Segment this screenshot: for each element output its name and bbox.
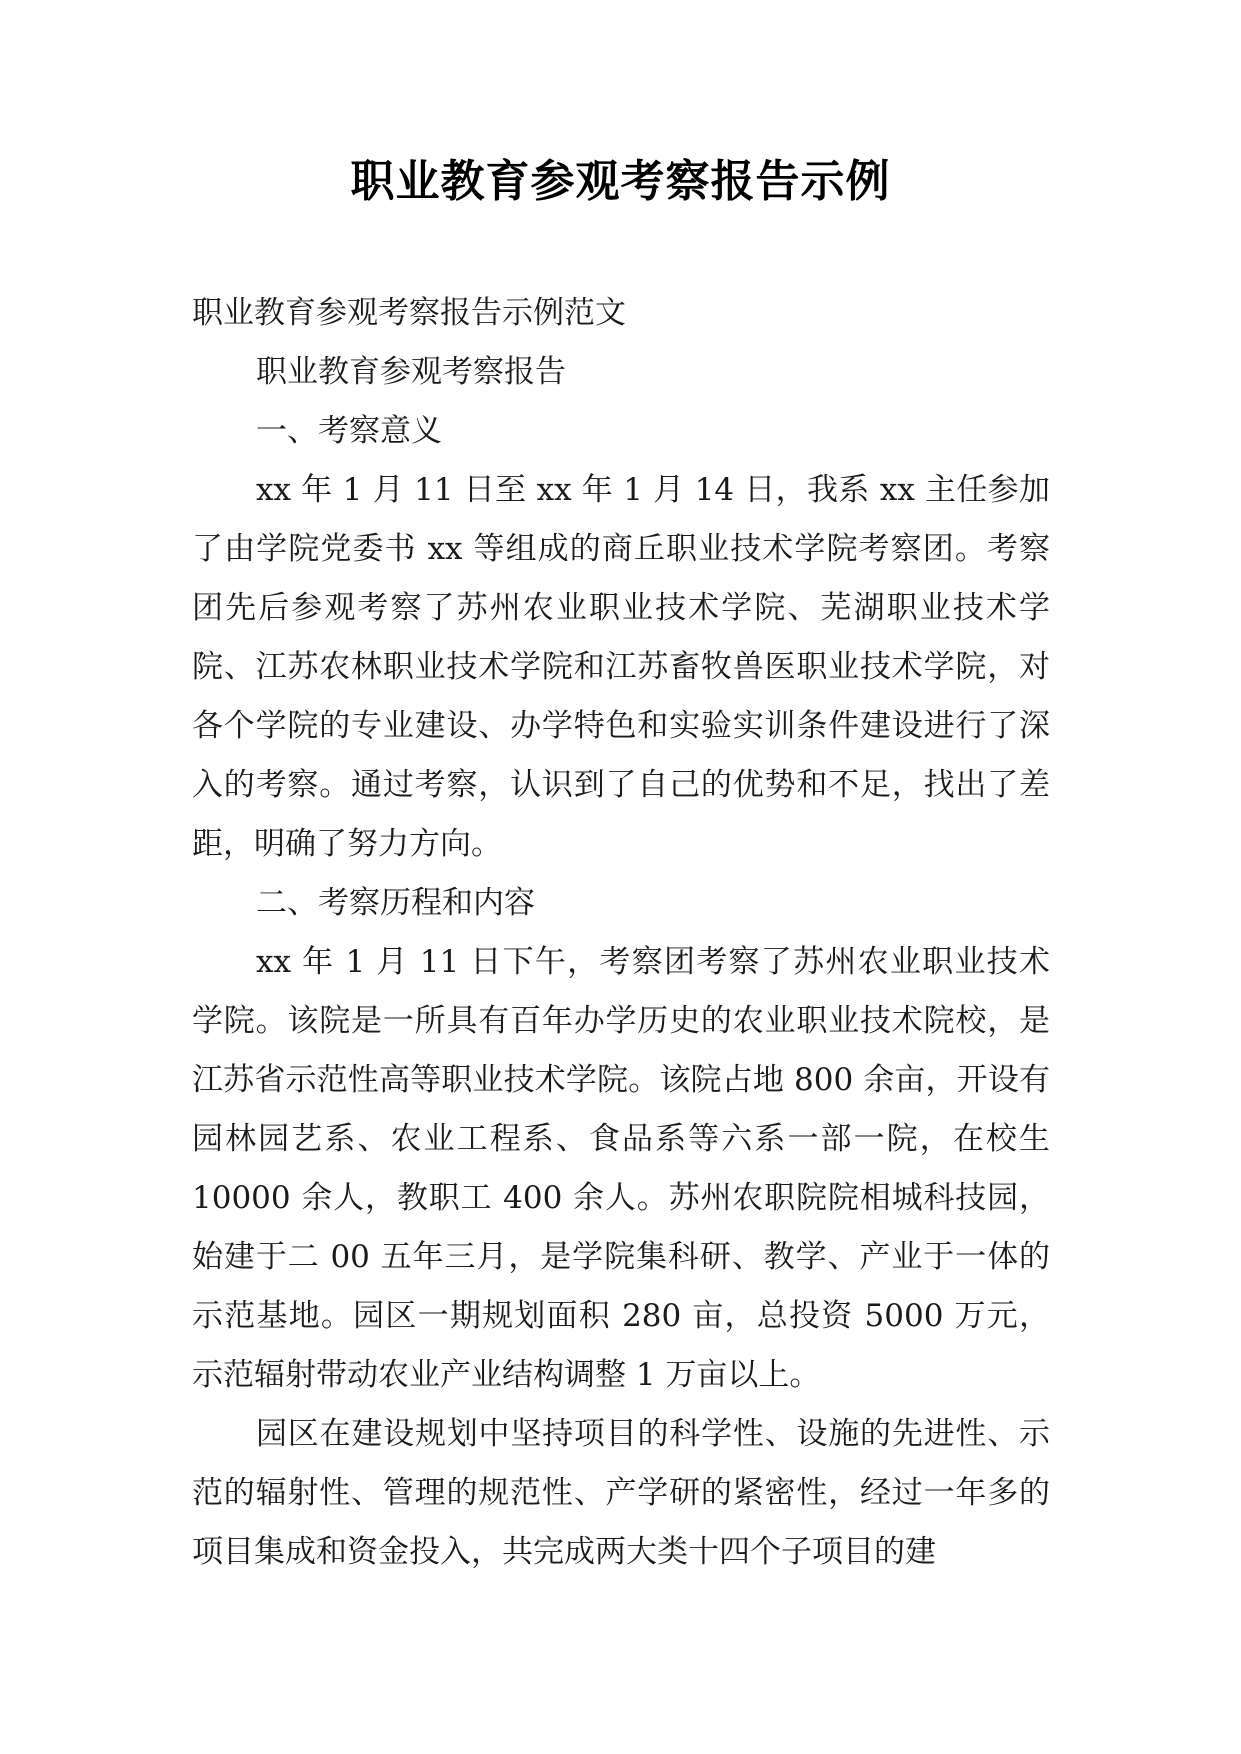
document-title: 职业教育参观考察报告示例 — [350, 156, 891, 207]
section-heading-1: 一、考察意义 — [256, 413, 442, 449]
report-heading: 职业教育参观考察报告 — [256, 354, 566, 390]
section-heading-2: 二、考察历程和内容 — [256, 885, 535, 921]
document-body — [192, 284, 1050, 1582]
body-paragraph-1: xx 年 1 月 11 日至 xx 年 1 月 14 日，我系 xx 主任参加了由学院党委书 xx 等组成的商丘职业技术学院考察团。考察团先后参观考察了苏州农业职业技术学院、芜湖职业技术学院、江苏农林职业技术学院和江苏畜牧兽医职业技术学院，对各个学院的专业建设、办学特色和实验实训条件建设进行了深入的考察。通过考察，认识到了自己的优势和不足，找出了差距，明确了努力方向。 — [192, 472, 1050, 862]
body-paragraph-2: xx 年 1 月 11 日下午，考察团考察了苏州农业职业技术学院。该院是一所具有百年办学历史的农业职业技术院校，是江苏省示范性高等职业技术学院。该院占地 800 余亩，开设有园林园艺系、农业工程系、食品系等六系一部一院，在校生 10000 余人，教职工 400 余人。苏州农职院院相城科技园，始建于二 00 五年三月，是学院集科研、教学、产业于一体的示范基地。园区一期规划面积 280 亩，总投资 5000 万元，示范辐射带动农业产业结构调整 1 万亩以上。 — [192, 944, 1050, 1393]
subtitle-line: 职业教育参观考察报告示例范文 — [192, 295, 626, 331]
body-paragraph-3: 园区在建设规划中坚持项目的科学性、设施的先进性、示范的辐射性、管理的规范性、产学研的紧密性，经过一年多的项目集成和资金投入，共完成两大类十四个子项目的建 — [192, 1416, 1050, 1570]
